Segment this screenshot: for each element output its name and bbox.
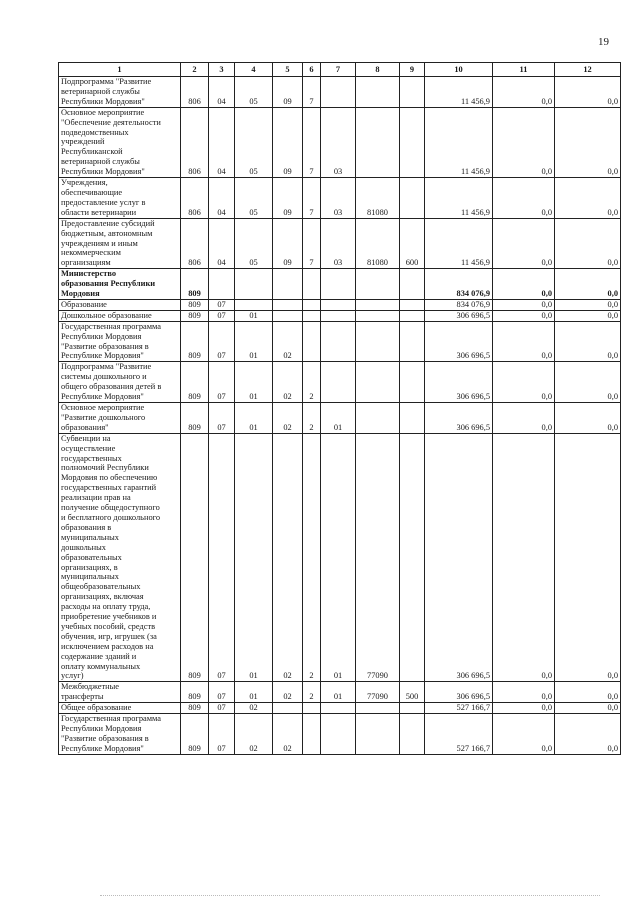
row-value-cell: 306 696,5 [425, 403, 493, 434]
row-value-cell [321, 703, 356, 714]
row-value-cell: 11 456,9 [425, 107, 493, 177]
row-value-cell [400, 77, 425, 108]
row-value-cell: 527 166,7 [425, 714, 493, 755]
row-value-cell [400, 299, 425, 310]
row-value-cell [321, 269, 356, 300]
col-header: 12 [555, 63, 621, 77]
row-value-cell: 0,0 [493, 714, 555, 755]
row-value-cell: 02 [273, 433, 303, 682]
row-value-cell: 0,0 [493, 703, 555, 714]
row-value-cell: 03 [321, 178, 356, 219]
row-value-cell: 07 [209, 433, 235, 682]
row-value-cell: 834 076,9 [425, 299, 493, 310]
row-value-cell [303, 703, 321, 714]
row-value-cell [400, 703, 425, 714]
row-value-cell [356, 299, 400, 310]
row-value-cell: 2 [303, 403, 321, 434]
row-value-cell: 01 [321, 682, 356, 703]
row-value-cell: 07 [209, 403, 235, 434]
row-value-cell: 07 [209, 682, 235, 703]
row-value-cell [400, 178, 425, 219]
row-name-cell: Учреждения, обеспечивающие предоставление услуг в области ветеринарии [59, 178, 181, 219]
row-value-cell [321, 321, 356, 362]
row-value-cell: 0,0 [555, 682, 621, 703]
row-value-cell [356, 321, 400, 362]
row-value-cell: 809 [181, 310, 209, 321]
row-value-cell: 05 [235, 77, 273, 108]
row-value-cell: 09 [273, 77, 303, 108]
row-value-cell [400, 362, 425, 403]
row-value-cell: 806 [181, 218, 209, 269]
row-value-cell: 81080 [356, 218, 400, 269]
row-value-cell: 0,0 [493, 218, 555, 269]
row-value-cell: 0,0 [493, 362, 555, 403]
row-value-cell: 809 [181, 403, 209, 434]
row-value-cell: 809 [181, 714, 209, 755]
row-name-cell: Дошкольное образование [59, 310, 181, 321]
row-name-cell: Основное мероприятие "Обеспечение деятельности подведомственных учреждений Республиканской ветеринарной службы Республики Мордовия" [59, 107, 181, 177]
row-value-cell: 01 [235, 310, 273, 321]
row-value-cell: 809 [181, 321, 209, 362]
row-value-cell [356, 362, 400, 403]
row-value-cell [400, 433, 425, 682]
table-row [59, 310, 621, 321]
row-value-cell [303, 321, 321, 362]
row-value-cell: 2 [303, 682, 321, 703]
row-value-cell: 02 [273, 321, 303, 362]
row-name-cell: Основное мероприятие "Развитие дошкольного образования" [59, 403, 181, 434]
row-value-cell [400, 310, 425, 321]
row-value-cell [356, 403, 400, 434]
row-value-cell: 0,0 [493, 403, 555, 434]
row-value-cell [321, 362, 356, 403]
row-value-cell: 0,0 [555, 321, 621, 362]
page-number: 19 [598, 36, 609, 48]
row-value-cell: 02 [235, 703, 273, 714]
row-name-cell: Межбюджетные трансферты [59, 682, 181, 703]
row-value-cell: 01 [235, 362, 273, 403]
row-name-cell: Государственная программа Республики Мордовия "Развитие образования в Республике Мордовия" [59, 714, 181, 755]
row-value-cell: 07 [209, 299, 235, 310]
table-row [59, 107, 621, 177]
row-value-cell: 0,0 [493, 433, 555, 682]
row-name-cell: Министерство образования Республики Мордовия [59, 269, 181, 300]
row-value-cell: 01 [235, 321, 273, 362]
row-value-cell: 600 [400, 218, 425, 269]
row-name-cell: Общее образование [59, 703, 181, 714]
row-value-cell [273, 310, 303, 321]
row-value-cell: 05 [235, 107, 273, 177]
row-value-cell: 527 166,7 [425, 703, 493, 714]
row-value-cell: 03 [321, 107, 356, 177]
row-value-cell: 306 696,5 [425, 433, 493, 682]
table-row [59, 77, 621, 108]
row-value-cell: 09 [273, 178, 303, 219]
table-row [59, 703, 621, 714]
row-value-cell: 07 [209, 714, 235, 755]
row-name-cell: Государственная программа Республики Мордовия "Развитие образования в Республике Мордовия" [59, 321, 181, 362]
row-value-cell: 806 [181, 107, 209, 177]
row-value-cell [321, 77, 356, 108]
row-value-cell: 809 [181, 433, 209, 682]
row-value-cell: 07 [209, 310, 235, 321]
row-value-cell: 806 [181, 178, 209, 219]
row-value-cell: 806 [181, 77, 209, 108]
row-value-cell [400, 714, 425, 755]
row-value-cell [235, 269, 273, 300]
table-header-row [59, 63, 621, 77]
row-value-cell: 7 [303, 77, 321, 108]
row-value-cell: 0,0 [555, 703, 621, 714]
row-value-cell [209, 269, 235, 300]
row-value-cell: 7 [303, 107, 321, 177]
table-row [59, 433, 621, 682]
row-value-cell [303, 714, 321, 755]
row-value-cell: 07 [209, 321, 235, 362]
col-header: 2 [181, 63, 209, 77]
row-value-cell: 306 696,5 [425, 321, 493, 362]
row-value-cell: 02 [273, 714, 303, 755]
col-header: 10 [425, 63, 493, 77]
row-value-cell: 0,0 [555, 178, 621, 219]
row-value-cell [400, 107, 425, 177]
row-value-cell [321, 310, 356, 321]
row-value-cell [356, 703, 400, 714]
col-header: 8 [356, 63, 400, 77]
row-value-cell: 11 456,9 [425, 77, 493, 108]
row-value-cell: 04 [209, 178, 235, 219]
row-value-cell: 500 [400, 682, 425, 703]
row-value-cell [235, 299, 273, 310]
row-value-cell: 07 [209, 362, 235, 403]
row-value-cell: 2 [303, 362, 321, 403]
row-value-cell: 0,0 [555, 107, 621, 177]
row-value-cell [356, 77, 400, 108]
row-value-cell: 01 [235, 682, 273, 703]
row-value-cell: 01 [235, 403, 273, 434]
col-header: 11 [493, 63, 555, 77]
col-header: 9 [400, 63, 425, 77]
row-name-cell: Предоставление субсидий бюджетным, автономным учреждениям и иным некоммерческим организациям [59, 218, 181, 269]
row-value-cell: 0,0 [493, 299, 555, 310]
row-value-cell [321, 714, 356, 755]
row-value-cell: 01 [321, 403, 356, 434]
row-value-cell: 0,0 [493, 682, 555, 703]
row-value-cell [273, 703, 303, 714]
row-value-cell: 11 456,9 [425, 218, 493, 269]
row-value-cell: 0,0 [493, 178, 555, 219]
col-header: 3 [209, 63, 235, 77]
budget-table [58, 62, 621, 755]
row-value-cell: 0,0 [555, 218, 621, 269]
table-body [59, 77, 621, 755]
row-value-cell: 0,0 [555, 299, 621, 310]
row-value-cell: 0,0 [555, 362, 621, 403]
row-value-cell: 02 [273, 682, 303, 703]
row-value-cell: 306 696,5 [425, 310, 493, 321]
row-value-cell: 09 [273, 107, 303, 177]
table-row [59, 362, 621, 403]
row-value-cell: 81080 [356, 178, 400, 219]
row-value-cell [356, 269, 400, 300]
row-value-cell: 0,0 [493, 269, 555, 300]
row-value-cell: 04 [209, 77, 235, 108]
row-value-cell: 0,0 [555, 269, 621, 300]
row-value-cell: 0,0 [555, 433, 621, 682]
col-header: 6 [303, 63, 321, 77]
row-value-cell: 0,0 [493, 77, 555, 108]
row-value-cell [303, 310, 321, 321]
row-value-cell: 77090 [356, 433, 400, 682]
col-header: 1 [59, 63, 181, 77]
table-row [59, 178, 621, 219]
table-row [59, 682, 621, 703]
row-value-cell [273, 269, 303, 300]
row-value-cell [356, 714, 400, 755]
table-row [59, 299, 621, 310]
scan-artifact-line [100, 895, 600, 896]
row-value-cell: 7 [303, 178, 321, 219]
row-value-cell: 02 [235, 714, 273, 755]
row-value-cell: 809 [181, 682, 209, 703]
row-value-cell: 834 076,9 [425, 269, 493, 300]
row-value-cell: 04 [209, 218, 235, 269]
row-value-cell: 02 [273, 362, 303, 403]
row-value-cell: 0,0 [555, 403, 621, 434]
table-row [59, 321, 621, 362]
row-value-cell: 09 [273, 218, 303, 269]
table-row [59, 714, 621, 755]
table-row [59, 218, 621, 269]
row-value-cell [400, 269, 425, 300]
row-value-cell: 0,0 [555, 310, 621, 321]
row-value-cell [273, 299, 303, 310]
row-value-cell: 0,0 [555, 714, 621, 755]
row-value-cell: 0,0 [493, 321, 555, 362]
row-value-cell: 04 [209, 107, 235, 177]
row-value-cell [303, 299, 321, 310]
row-value-cell: 77090 [356, 682, 400, 703]
row-value-cell [356, 310, 400, 321]
row-value-cell: 809 [181, 362, 209, 403]
col-header: 7 [321, 63, 356, 77]
row-value-cell [303, 269, 321, 300]
row-value-cell: 809 [181, 703, 209, 714]
row-value-cell [400, 403, 425, 434]
row-value-cell: 0,0 [493, 107, 555, 177]
col-header: 4 [235, 63, 273, 77]
table-row [59, 269, 621, 300]
row-value-cell: 0,0 [493, 310, 555, 321]
row-name-cell: Субвенции на осуществление государственных полномочий Республики Мордовия по обеспечению государственных гарантий реализации прав на получение общедоступного и бесплатного дошкольного образования в муниципальных дошкольных образовательных организациях, в муниципальных общеобразовательных организациях, включая расходы на оплату труда, приобретение учебников и учебных пособий, средств обучения, игр, игрушек (за исключением расходов на содержание зданий и оплату коммунальных услуг) [59, 433, 181, 682]
row-name-cell: Образование [59, 299, 181, 310]
row-value-cell: 07 [209, 703, 235, 714]
table-row [59, 403, 621, 434]
row-value-cell: 11 456,9 [425, 178, 493, 219]
row-value-cell [400, 321, 425, 362]
row-value-cell: 03 [321, 218, 356, 269]
row-name-cell: Подпрограмма "Развитие ветеринарной службы Республики Мордовия" [59, 77, 181, 108]
row-value-cell [356, 107, 400, 177]
row-value-cell: 306 696,5 [425, 362, 493, 403]
row-value-cell: 01 [235, 433, 273, 682]
col-header: 5 [273, 63, 303, 77]
row-value-cell: 306 696,5 [425, 682, 493, 703]
row-value-cell: 05 [235, 218, 273, 269]
row-value-cell [321, 299, 356, 310]
row-value-cell: 02 [273, 403, 303, 434]
row-name-cell: Подпрограмма "Развитие системы дошкольного и общего образования детей в Республике Мордовия" [59, 362, 181, 403]
row-value-cell: 2 [303, 433, 321, 682]
row-value-cell: 01 [321, 433, 356, 682]
row-value-cell: 809 [181, 269, 209, 300]
row-value-cell: 0,0 [555, 77, 621, 108]
row-value-cell: 05 [235, 178, 273, 219]
row-value-cell: 809 [181, 299, 209, 310]
row-value-cell: 7 [303, 218, 321, 269]
